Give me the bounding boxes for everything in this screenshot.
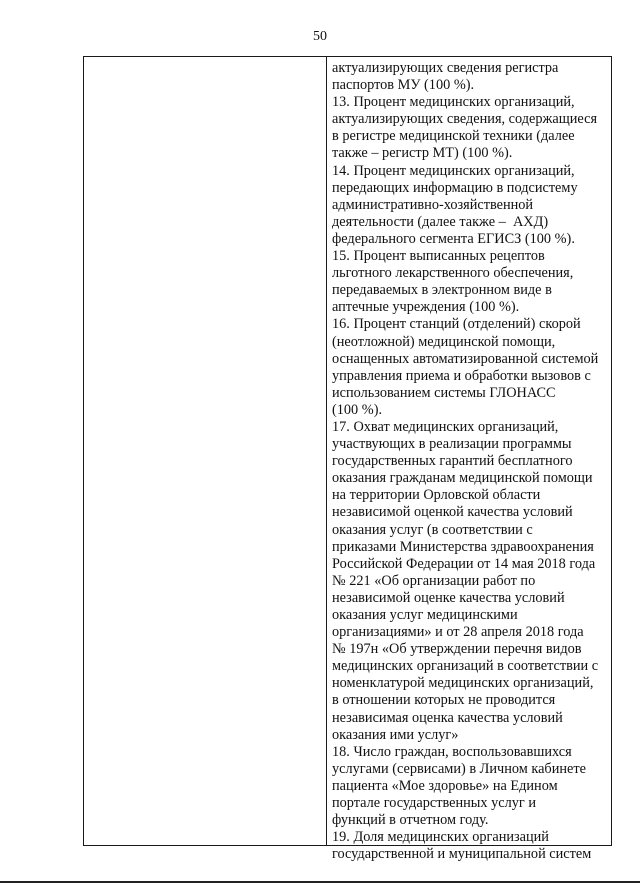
- bottom-scan-rule: [0, 881, 640, 883]
- page-number: 50: [313, 29, 327, 44]
- table-left-cell: [84, 57, 327, 845]
- document-table: [83, 56, 612, 863]
- indicator-continuation: актуализирующих сведения регистра паспортов МУ (100 %).: [332, 60, 559, 94]
- indicator-15: 15. Процент выписанных рецептов льготного лекарственного обеспечения, передаваемых в электронном виде в аптечные учреждения (100 %).: [332, 248, 574, 316]
- table-right-cell: [327, 57, 611, 863]
- indicator-16: 16. Процент станций (отделений) скорой (неотложной) медицинской помощи, оснащенных автоматизированной системой управления приема и обработки вызовов с использованием системы ГЛОНАСС (100 %).: [332, 316, 599, 418]
- indicator-14: 14. Процент медицинских организаций, передающих информацию в подсистему административно-хозяйственной деятельности (далее также – АХД) федерального сегмента ЕГИСЗ (100 %).: [332, 162, 578, 247]
- indicator-17: 17. Охват медицинских организаций, участвующих в реализации программы государственных гарантий бесплатного оказания гражданам медицинской помощи на территории Орловской области независимой оценкой качества условий оказания услуг (в соответствии с приказами Министерства здравоохранения Российской Федерации от 14 мая 2018 года № 221 «Об организации работ по независимой оценке качества условий оказания услуг медицинскими организациями» и от 28 апреля 2018 года № 197н «Об утверждении перечня видов медицинских организаций в соответствии с номенклатурой медицинских организаций, в отношении которых не проводится независимая оценка качества условий оказания ими услуг»: [332, 418, 599, 743]
- indicator-13: 13. Процент медицинских организаций, актуализирующих сведения, содержащиеся в регистре медицинской техники (далее также – регистр МТ) (100 %).: [332, 94, 598, 162]
- indicator-19: 19. Доля медицинских организаций государственной и муниципальной систем: [332, 829, 592, 863]
- bottom-scan-mark: [150, 877, 186, 883]
- indicator-18: 18. Число граждан, воспользовавшихся услугами (сервисами) в Личном кабинете пациента «Мое здоровье» на Едином портале государственных услуг и функций в отчетном году.: [332, 743, 586, 829]
